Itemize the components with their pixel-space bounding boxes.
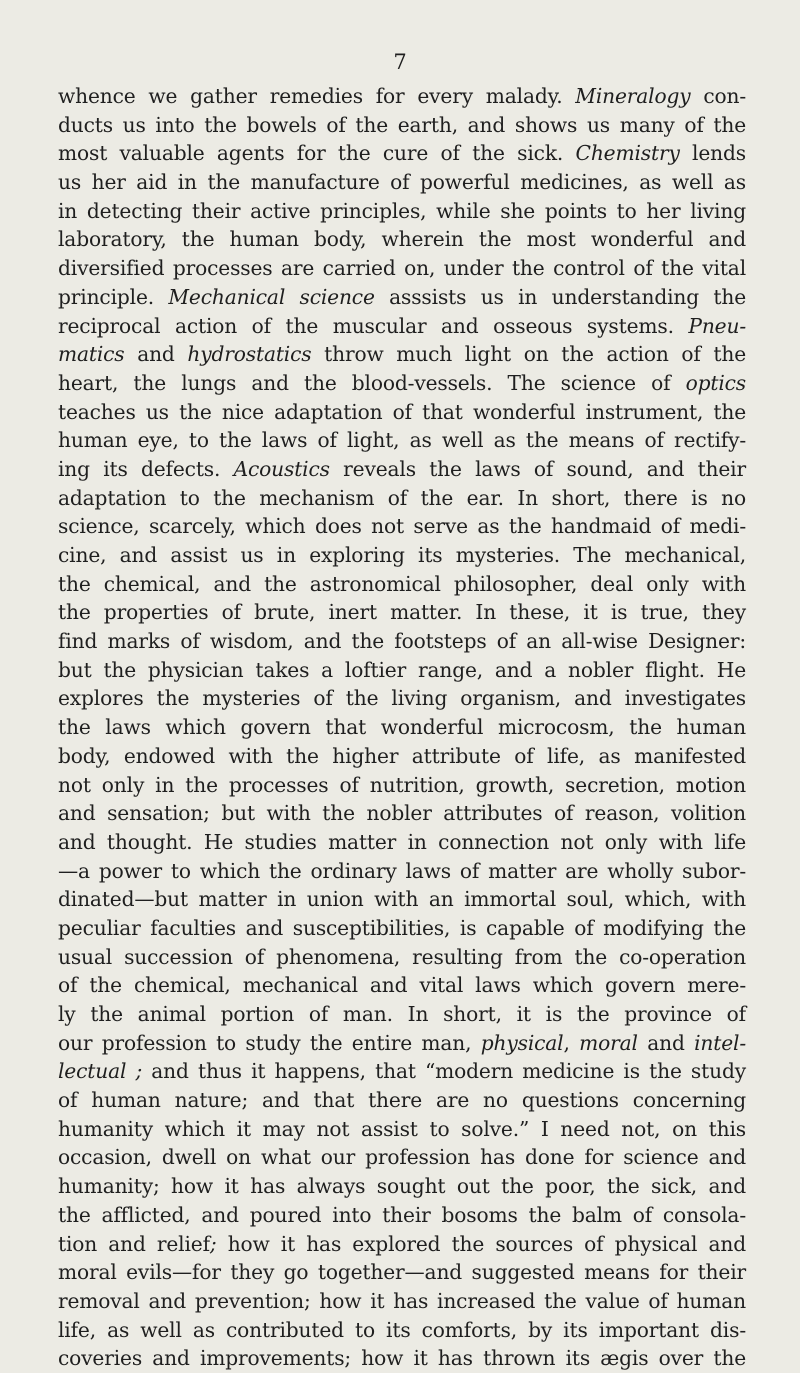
text-line xyxy=(58,857,746,886)
text-line xyxy=(58,168,746,197)
italic-text: hydrostatics xyxy=(187,342,312,367)
text-segment: the chemical, and the astronomical philosopher, deal only with xyxy=(58,571,746,596)
text-segment: cine, and assist us in exploring its mysteries. The mechanical, xyxy=(58,543,746,567)
body-text xyxy=(58,82,746,1373)
text-segment: heart, the lungs and the blood-vessels. The science of xyxy=(58,370,686,395)
text-line xyxy=(58,484,746,513)
text-segment: reciprocal action of the muscular and osseous systems. xyxy=(58,313,689,338)
text-segment: of human nature; and that there are no questions concerning xyxy=(58,1088,746,1113)
text-line xyxy=(58,656,746,685)
text-segment: human eye, to the laws of light, as well as the means of rectify- xyxy=(58,428,746,453)
text-segment: most valuable agents for the cure of the sick. xyxy=(58,141,576,166)
text-line xyxy=(58,111,746,140)
text-line xyxy=(58,340,746,369)
text-line xyxy=(58,1172,746,1201)
text-line xyxy=(58,598,746,627)
text-segment: , xyxy=(563,1030,580,1055)
text-segment: usual succession of phenomena, resulting from the co-operation xyxy=(58,944,746,969)
text-segment: —a power to which the ordinary laws of matter are wholly subor- xyxy=(58,858,746,883)
text-segment: find marks of wisdom, and the footsteps of an all-wise Designer: xyxy=(58,629,746,654)
text-line xyxy=(58,512,746,541)
text-segment: the afflicted, and poured into their bosoms the balm of consola- xyxy=(58,1202,746,1227)
text-segment: body, endowed with the higher attribute of life, as manifested xyxy=(58,743,746,768)
text-line xyxy=(58,1287,746,1316)
text-line xyxy=(58,1230,746,1259)
text-segment: peculiar faculties and susceptibilities, is capable of modifying the xyxy=(58,915,746,940)
text-line xyxy=(58,914,746,943)
text-segment: adaptation to the mechanism of the ear. In short, there is no xyxy=(58,485,746,510)
text-line xyxy=(58,1344,746,1373)
italic-text: Acoustics xyxy=(233,456,330,481)
text-line xyxy=(58,1086,746,1115)
italic-text: lectual ; xyxy=(58,1059,143,1084)
text-segment: and thus it happens, that “modern medicine is the study xyxy=(142,1059,746,1084)
text-segment: lends xyxy=(679,141,746,166)
text-line xyxy=(58,713,746,742)
text-segment: the laws which govern that wonderful microcosm, the human xyxy=(58,715,746,740)
text-segment: humanity; how it has always sought out the poor, the sick, and xyxy=(58,1174,746,1199)
text-segment: in detecting their active principles, while she points to her living xyxy=(58,198,746,223)
text-line xyxy=(58,1029,746,1058)
italic-text: physical xyxy=(480,1030,564,1055)
text-line xyxy=(58,225,746,254)
text-segment: us her aid in the manufacture of powerful medicines, as well as xyxy=(58,170,746,195)
text-segment: and sensation; but with the nobler attributes of reason, volition xyxy=(58,801,746,826)
text-line xyxy=(58,82,746,111)
text-segment: coveries and improvements; how it has thrown its ægis over the xyxy=(58,1346,746,1371)
italic-text: Pneu- xyxy=(688,313,746,338)
text-segment: removal and prevention; how it has increased the value of human xyxy=(58,1288,746,1313)
italic-text: ; xyxy=(209,1231,217,1256)
text-line xyxy=(58,254,746,283)
italic-text: matics xyxy=(58,342,125,367)
text-segment: and thought. He studies matter in connection not only with life xyxy=(58,829,746,854)
text-segment: con- xyxy=(690,84,747,108)
text-line xyxy=(58,1258,746,1287)
text-line xyxy=(58,684,746,713)
text-segment: throw much light on the action of the xyxy=(311,342,746,367)
text-line xyxy=(58,742,746,771)
text-segment: occasion, dwell on what our profession has done for science and xyxy=(58,1145,746,1170)
italic-text: Chemistry xyxy=(575,141,680,166)
text-segment: dinated—but matter in union with an immortal soul, which, with xyxy=(58,887,746,912)
text-line xyxy=(58,312,746,341)
text-line xyxy=(58,799,746,828)
italic-text: moral xyxy=(579,1030,638,1055)
text-segment: our profession to study the entire man, xyxy=(58,1030,481,1055)
text-segment: moral evils—for they go together—and suggested means for their xyxy=(58,1260,746,1285)
text-line xyxy=(58,1316,746,1345)
text-segment: teaches us the nice adaptation of that wonderful instrument, the xyxy=(58,399,746,424)
text-segment: and xyxy=(124,342,188,367)
text-segment: ly the animal portion of man. In short, it is the province of xyxy=(58,1002,746,1026)
text-segment: ducts us into the bowels of the earth, and shows us many of the xyxy=(58,112,746,137)
text-line xyxy=(58,1000,746,1029)
text-segment: life, as well as contributed to its comforts, by its important dis- xyxy=(58,1317,746,1342)
text-segment: explores the mysteries of the living organism, and investigates xyxy=(58,686,746,711)
text-line xyxy=(58,426,746,455)
text-line xyxy=(58,541,746,570)
text-line xyxy=(58,283,746,312)
page-number: 7 xyxy=(393,50,407,74)
text-segment: and xyxy=(637,1030,695,1055)
text-segment: science, scarcely, which does not serve as the handmaid of medi- xyxy=(58,514,746,539)
text-segment: laboratory, the human body, wherein the most wonderful and xyxy=(58,227,746,252)
text-line xyxy=(58,139,746,168)
text-line xyxy=(58,971,746,1000)
italic-text: Mechanical science xyxy=(168,284,375,309)
italic-text: Mineralogy xyxy=(575,84,691,108)
text-line xyxy=(58,627,746,656)
text-line xyxy=(58,1143,746,1172)
text-line xyxy=(58,1057,746,1086)
text-segment: ing its defects. xyxy=(58,456,234,481)
text-segment: the properties of brute, inert matter. In these, it is true, they xyxy=(58,600,746,625)
text-segment: how it has explored the sources of physical and xyxy=(216,1231,746,1256)
text-line xyxy=(58,1115,746,1144)
italic-text: intel- xyxy=(694,1030,746,1055)
text-line xyxy=(58,943,746,972)
text-line xyxy=(58,455,746,484)
text-segment: asssists us in understanding the xyxy=(374,284,746,309)
text-segment: diversified processes are carried on, under the control of the vital xyxy=(58,256,746,281)
text-line xyxy=(58,369,746,398)
text-segment: reveals the laws of sound, and their xyxy=(329,456,746,481)
text-line xyxy=(58,398,746,427)
text-line xyxy=(58,1201,746,1230)
text-segment: whence we gather remedies for every malady. xyxy=(58,84,576,108)
text-segment: humanity which it may not assist to solve.” I need not, on this xyxy=(58,1116,746,1141)
text-line xyxy=(58,197,746,226)
text-line xyxy=(58,570,746,599)
text-segment: of the chemical, mechanical and vital laws which govern mere- xyxy=(58,973,746,998)
italic-text: optics xyxy=(685,370,746,395)
text-segment: but the physician takes a loftier range, and a nobler flight. He xyxy=(58,657,746,682)
text-segment: not only in the processes of nutrition, growth, secretion, motion xyxy=(58,772,746,797)
text-segment: principle. xyxy=(58,284,169,309)
text-segment: tion and relief xyxy=(58,1231,210,1256)
text-line xyxy=(58,828,746,857)
text-line xyxy=(58,771,746,800)
text-line xyxy=(58,885,746,914)
